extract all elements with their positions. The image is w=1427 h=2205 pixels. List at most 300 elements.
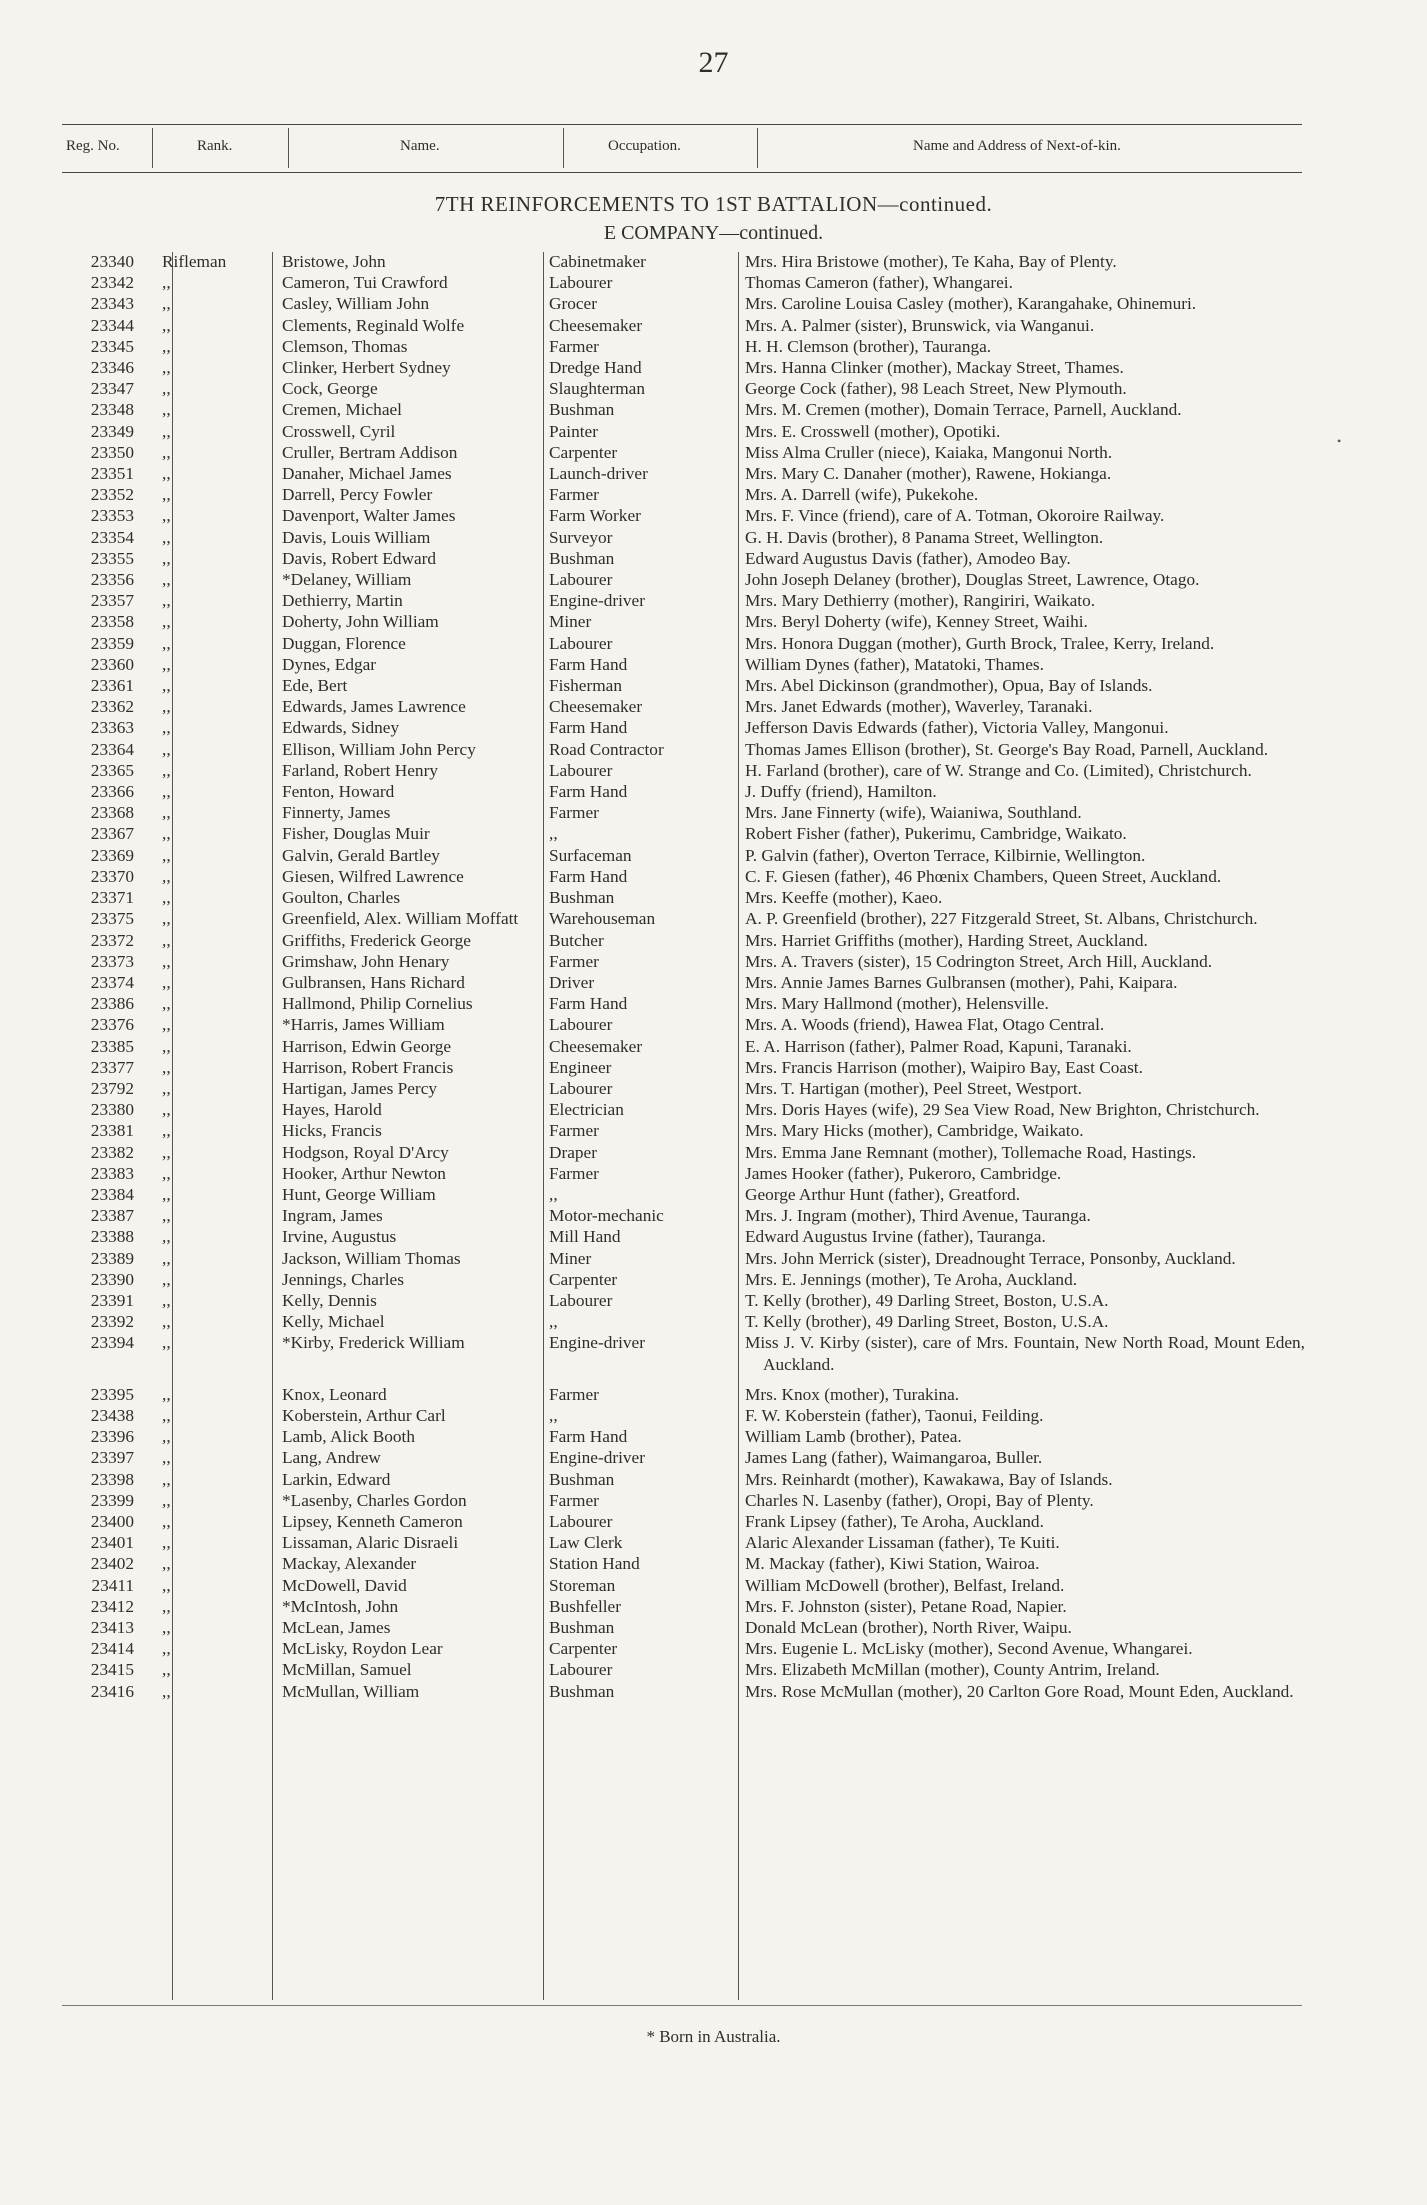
rank: ,,: [162, 1078, 171, 1098]
next-of-kin: Mrs. Mary Dethierry (mother), Rangiriri, Waikato.: [745, 591, 1096, 611]
occupation: Engine-driver: [549, 1333, 645, 1353]
occupation: Labourer: [549, 1078, 613, 1098]
reg-number: 23389: [90, 1248, 134, 1268]
soldier-name: Greenfield, Alex. William Moffatt: [282, 909, 519, 929]
soldier-name: Farland, Robert Henry: [282, 760, 438, 780]
soldier-name: Fisher, Douglas Muir: [282, 824, 430, 844]
occupation: Labourer: [549, 1511, 613, 1531]
reg-number: 23383: [90, 1163, 134, 1183]
next-of-kin: H. H. Clemson (brother), Tauranga.: [745, 336, 992, 356]
table-row: [62, 823, 1312, 844]
soldier-name: Jennings, Charles: [282, 1269, 404, 1289]
rank: ,,: [162, 1312, 171, 1332]
soldier-name: *McIntosh, John: [282, 1596, 399, 1616]
next-of-kin: Alaric Alexander Lissaman (father), Te Kuiti.: [745, 1533, 1060, 1553]
table-row: [62, 590, 1312, 611]
next-of-kin: Mrs. Keeffe (mother), Kaeo.: [745, 888, 943, 908]
next-of-kin: Mrs. A. Darrell (wife), Pukekohe.: [745, 485, 979, 505]
subsection-title: E COMPANY—continued.: [603, 222, 824, 244]
table-row: [62, 1426, 1312, 1447]
soldier-name: Kelly, Dennis: [282, 1290, 377, 1310]
next-of-kin: Mrs. Jane Finnerty (wife), Waianiwa, Southland.: [745, 803, 1082, 823]
soldier-name: Davis, Louis William: [282, 527, 431, 547]
occupation: Farm Worker: [549, 506, 641, 526]
next-of-kin: Mrs. Mary C. Danaher (mother), Rawene, Hokianga.: [745, 464, 1112, 484]
rank: ,,: [162, 1142, 171, 1162]
header-divider: [152, 128, 153, 168]
table-row: [62, 1120, 1312, 1141]
soldier-name: Crosswell, Cyril: [282, 421, 396, 441]
rank: ,,: [162, 1575, 171, 1595]
occupation: Fisherman: [549, 676, 622, 696]
table-row: [62, 378, 1312, 399]
next-of-kin: George Cock (father), 98 Leach Street, New Plymouth.: [745, 379, 1127, 399]
table-row: [62, 1099, 1312, 1120]
soldier-name: Cock, George: [282, 379, 378, 399]
soldier-name: *Kirby, Frederick William: [282, 1333, 465, 1353]
occupation: Law Clerk: [549, 1533, 623, 1553]
rank: ,,: [162, 888, 171, 908]
next-of-kin: Mrs. Reinhardt (mother), Kawakawa, Bay of Islands.: [745, 1469, 1113, 1489]
rank: ,,: [162, 273, 171, 293]
occupation: Carpenter: [549, 1639, 618, 1659]
soldier-name: Ede, Bert: [282, 676, 348, 696]
next-of-kin: Edward Augustus Davis (father), Amodeo Bay.: [745, 548, 1071, 568]
margin-tick: •: [1337, 434, 1342, 448]
occupation: Labourer: [549, 760, 613, 780]
occupation: Bushfeller: [549, 1596, 621, 1616]
table-row: [62, 421, 1312, 442]
table-row: [62, 972, 1312, 993]
next-of-kin: Mrs. Rose McMullan (mother), 20 Carlton Gore Road, Mount Eden, Auckland.: [745, 1681, 1294, 1701]
table-row: [62, 845, 1312, 866]
reg-number: 23344: [90, 315, 134, 335]
table-row: [62, 1078, 1312, 1099]
occupation: Farm Hand: [549, 994, 628, 1014]
rank: ,,: [162, 1333, 171, 1353]
soldier-name: *Delaney, William: [282, 570, 412, 590]
soldier-name: Hicks, Francis: [282, 1121, 382, 1141]
rank: ,,: [162, 1681, 171, 1701]
occupation: Road Contractor: [549, 739, 664, 759]
occupation: Surfaceman: [549, 845, 632, 865]
table-row: [62, 1638, 1312, 1659]
rank: ,,: [162, 909, 171, 929]
soldier-name: Davis, Robert Edward: [282, 548, 437, 568]
footer-rule: [62, 2005, 1302, 2006]
rank: ,,: [162, 400, 171, 420]
reg-number: 23387: [90, 1206, 134, 1226]
soldier-name: Giesen, Wilfred Lawrence: [282, 866, 464, 886]
rank: ,,: [162, 1405, 171, 1425]
next-of-kin: Mrs. John Merrick (sister), Dreadnought Terrace, Ponsonby, Auckland.: [745, 1248, 1236, 1268]
table-row: [62, 1447, 1312, 1468]
occupation: Warehouseman: [549, 909, 656, 929]
column-header-rank: Rank.: [197, 138, 233, 154]
occupation: Labourer: [549, 273, 613, 293]
reg-number: 23350: [90, 442, 134, 462]
next-of-kin: William Lamb (brother), Patea.: [745, 1427, 962, 1447]
table-row: [62, 1659, 1312, 1680]
next-of-kin: Mrs. Mary Hicks (mother), Cambridge, Waikato.: [745, 1121, 1084, 1141]
rank: ,,: [162, 485, 171, 505]
next-of-kin: James Hooker (father), Pukeroro, Cambridge.: [745, 1163, 1062, 1183]
next-of-kin: Mrs. Francis Harrison (mother), Waipiro Bay, East Coast.: [745, 1057, 1143, 1077]
table-row: [62, 1596, 1312, 1617]
table-row: [62, 399, 1312, 420]
table-row: [62, 336, 1312, 357]
occupation: Carpenter: [549, 442, 618, 462]
next-of-kin: Mrs. A. Palmer (sister), Brunswick, via Wanganui.: [745, 315, 1095, 335]
table-row: [62, 1163, 1312, 1184]
reg-number: 23364: [90, 739, 134, 759]
reg-number: 23396: [90, 1427, 134, 1447]
occupation: Engineer: [549, 1057, 612, 1077]
next-of-kin: Mrs. Beryl Doherty (wife), Kenney Street, Waihi.: [745, 612, 1088, 632]
row-gap: [62, 1375, 1312, 1384]
next-of-kin: Mrs. E. Crosswell (mother), Opotiki.: [745, 421, 1001, 441]
reg-number: 23340: [90, 252, 134, 271]
table-row: [62, 1617, 1312, 1638]
table-row: [62, 484, 1312, 505]
occupation: Slaughterman: [549, 379, 645, 399]
rank: ,,: [162, 845, 171, 865]
rank: ,,: [162, 1015, 171, 1035]
reg-number: 23390: [90, 1269, 134, 1289]
reg-number: 23377: [90, 1057, 134, 1077]
rank: ,,: [162, 527, 171, 547]
table-row: [62, 1205, 1312, 1226]
soldier-name: Darrell, Percy Fowler: [282, 485, 433, 505]
column-header-name: Name.: [400, 138, 440, 154]
table-row: [62, 1532, 1312, 1553]
rank: ,,: [162, 570, 171, 590]
header-divider: [757, 128, 758, 168]
reg-number: 23362: [90, 697, 134, 717]
next-of-kin: Miss J. V. Kirby (sister), care of Mrs. Fountain, New North Road, Mount Eden, Auckland.: [745, 1333, 1305, 1374]
occupation: ,,: [549, 1312, 558, 1332]
next-of-kin: George Arthur Hunt (father), Greatford.: [745, 1184, 1021, 1204]
occupation: ,,: [549, 1405, 558, 1425]
table-row: [62, 717, 1312, 738]
rank: ,,: [162, 1163, 171, 1183]
next-of-kin: T. Kelly (brother), 49 Darling Street, Boston, U.S.A.: [745, 1290, 1109, 1310]
next-of-kin: Mrs. Doris Hayes (wife), 29 Sea View Road, New Brighton, Christchurch.: [745, 1100, 1260, 1120]
rank: ,,: [162, 1036, 171, 1056]
table-row: [62, 315, 1312, 336]
occupation: Station Hand: [549, 1554, 640, 1574]
occupation: Labourer: [549, 1660, 613, 1680]
reg-number: 23792: [90, 1078, 134, 1098]
next-of-kin: T. Kelly (brother), 49 Darling Street, Boston, U.S.A.: [745, 1312, 1109, 1332]
soldier-name: Dethierry, Martin: [282, 591, 403, 611]
rank: ,,: [162, 379, 171, 399]
rank: ,,: [162, 1057, 171, 1077]
reg-number: 23411: [91, 1575, 134, 1595]
rank: ,,: [162, 1121, 171, 1141]
table-row: [62, 272, 1312, 293]
soldier-name: Edwards, Sidney: [282, 718, 400, 738]
table-row: [62, 251, 1312, 272]
reg-number: 23398: [90, 1469, 134, 1489]
next-of-kin: M. Mackay (father), Kiwi Station, Wairoa.: [745, 1554, 1040, 1574]
next-of-kin: J. Duffy (friend), Hamilton.: [745, 782, 937, 802]
table-row: [62, 505, 1312, 526]
next-of-kin: F. W. Koberstein (father), Taonui, Feilding.: [745, 1405, 1044, 1425]
soldier-name: McLean, James: [282, 1618, 391, 1637]
next-of-kin: Mrs. J. Ingram (mother), Third Avenue, Tauranga.: [745, 1206, 1091, 1226]
next-of-kin: Mrs. Elizabeth McMillan (mother), County Antrim, Ireland.: [745, 1660, 1160, 1680]
rank: ,,: [162, 930, 171, 950]
header-divider: [288, 128, 289, 168]
rank: Rifleman: [162, 252, 227, 271]
rank: ,,: [162, 1639, 171, 1659]
reg-number: 23416: [90, 1681, 134, 1701]
next-of-kin: Mrs. Abel Dickinson (grandmother), Opua, Bay of Islands.: [745, 676, 1153, 696]
reg-number: 23352: [90, 485, 134, 505]
table-row: [62, 993, 1312, 1014]
soldier-name: Dynes, Edgar: [282, 654, 377, 674]
reg-number: 23348: [90, 400, 134, 420]
occupation: Bushman: [549, 1469, 615, 1489]
occupation: Painter: [549, 421, 598, 441]
occupation: Miner: [549, 612, 592, 632]
occupation: Motor-mechanic: [549, 1206, 664, 1226]
reg-number: 23345: [90, 336, 134, 356]
next-of-kin: G. H. Davis (brother), 8 Panama Street, Wellington.: [745, 527, 1104, 547]
table-row: [62, 1036, 1312, 1057]
occupation: Dredge Hand: [549, 358, 642, 378]
table-row: [62, 760, 1312, 781]
next-of-kin: Mrs. T. Hartigan (mother), Peel Street, Westport.: [745, 1078, 1082, 1098]
reg-number: 23372: [90, 930, 134, 950]
next-of-kin: Thomas James Ellison (brother), St. George's Bay Road, Parnell, Auckland.: [745, 739, 1269, 759]
soldier-name: McMillan, Samuel: [282, 1660, 412, 1680]
reg-number: 23355: [90, 548, 134, 568]
occupation: Farm Hand: [549, 866, 628, 886]
reg-number: 23399: [90, 1490, 134, 1510]
soldier-name: *Lasenby, Charles Gordon: [282, 1490, 467, 1510]
reg-number: 23438: [90, 1405, 134, 1425]
reg-number: 23400: [90, 1511, 134, 1531]
soldier-name: Lissaman, Alaric Disraeli: [282, 1533, 459, 1553]
occupation: Farm Hand: [549, 718, 628, 738]
next-of-kin: Mrs. Caroline Louisa Casley (mother), Karangahake, Ohinemuri.: [745, 294, 1197, 314]
reg-number: 23368: [90, 803, 134, 823]
reg-number: 23401: [90, 1533, 134, 1553]
rank: ,,: [162, 718, 171, 738]
occupation: Farm Hand: [549, 654, 628, 674]
reg-number: 23363: [90, 718, 134, 738]
rank: ,,: [162, 633, 171, 653]
rank: ,,: [162, 1660, 171, 1680]
next-of-kin: Mrs. Knox (mother), Turakina.: [745, 1384, 960, 1404]
reg-number: 23373: [90, 951, 134, 971]
table-row: [62, 1469, 1312, 1490]
soldier-name: Knox, Leonard: [282, 1384, 387, 1404]
rank: ,,: [162, 358, 171, 378]
reg-number: 23414: [90, 1639, 134, 1659]
table-row: [62, 357, 1312, 378]
reg-number: 23388: [90, 1227, 134, 1247]
reg-number: 23346: [90, 358, 134, 378]
rank: ,,: [162, 1618, 171, 1637]
reg-number: 23361: [90, 676, 134, 696]
occupation: Cheesemaker: [549, 315, 643, 335]
soldier-name: Edwards, James Lawrence: [282, 697, 466, 717]
reg-number: 23357: [90, 591, 134, 611]
reg-number: 23349: [90, 421, 134, 441]
occupation: Farmer: [549, 1121, 599, 1141]
reg-number: 23360: [90, 654, 134, 674]
table-row: [62, 1490, 1312, 1511]
soldier-name: Ingram, James: [282, 1206, 383, 1226]
table-row: [62, 1405, 1312, 1426]
reg-number: 23359: [90, 633, 134, 653]
soldier-name: McLisky, Roydon Lear: [282, 1639, 443, 1659]
rank: ,,: [162, 1533, 171, 1553]
soldier-name: McMullan, William: [282, 1681, 420, 1701]
next-of-kin: Mrs. Annie James Barnes Gulbransen (mother), Pahi, Kaipara.: [745, 972, 1178, 992]
next-of-kin: James Lang (father), Waimangaroa, Buller.: [745, 1448, 1043, 1468]
soldier-name: Lamb, Alick Booth: [282, 1427, 415, 1447]
occupation: ,,: [549, 824, 558, 844]
soldier-name: Ellison, William John Percy: [282, 739, 476, 759]
reg-number: 23392: [90, 1312, 134, 1332]
occupation: Bushman: [549, 1681, 615, 1701]
reg-number: 23413: [90, 1618, 134, 1637]
soldier-name: Davenport, Walter James: [282, 506, 456, 526]
column-header-kin: Name and Address of Next-of-kin.: [913, 138, 1121, 154]
rank: ,,: [162, 294, 171, 314]
soldier-name: Hallmond, Philip Cornelius: [282, 994, 473, 1014]
reg-number: 23395: [90, 1384, 134, 1404]
reg-number: 23366: [90, 782, 134, 802]
soldier-name: Mackay, Alexander: [282, 1554, 417, 1574]
table-row: [62, 802, 1312, 823]
table-row: [62, 930, 1312, 951]
reg-number: 23370: [90, 866, 134, 886]
table-row: [62, 1553, 1312, 1574]
soldier-name: Jackson, William Thomas: [282, 1248, 461, 1268]
rank: ,,: [162, 972, 171, 992]
table-row: [62, 1511, 1312, 1532]
reg-number: 23386: [90, 994, 134, 1014]
next-of-kin: H. Farland (brother), care of W. Strange and Co. (Limited), Christchurch.: [745, 760, 1252, 780]
next-of-kin: William Dynes (father), Matatoki, Thames.: [745, 654, 1044, 674]
occupation: Grocer: [549, 294, 597, 314]
header-top-rule: [62, 124, 1302, 125]
occupation: Driver: [549, 972, 595, 992]
reg-number: 23358: [90, 612, 134, 632]
table-row: [62, 1575, 1312, 1596]
reg-number: 23353: [90, 506, 134, 526]
table-row: [62, 1142, 1312, 1163]
next-of-kin: Mrs. A. Woods (friend), Hawea Flat, Otago Central.: [745, 1015, 1105, 1035]
soldier-name: Harrison, Robert Francis: [282, 1057, 454, 1077]
occupation: Mill Hand: [549, 1227, 621, 1247]
reg-number: 23347: [90, 379, 134, 399]
next-of-kin: Mrs. Mary Hallmond (mother), Helensville.: [745, 994, 1049, 1014]
next-of-kin: Donald McLean (brother), North River, Waipu.: [745, 1618, 1072, 1637]
occupation: Farmer: [549, 485, 599, 505]
rank: ,,: [162, 506, 171, 526]
reg-number: 23342: [90, 273, 134, 293]
table-row: [62, 696, 1312, 717]
soldier-name: Clemson, Thomas: [282, 336, 408, 356]
soldier-name: Fenton, Howard: [282, 782, 395, 802]
next-of-kin: Frank Lipsey (father), Te Aroha, Auckland.: [745, 1511, 1044, 1531]
next-of-kin: Mrs. Hanna Clinker (mother), Mackay Street, Thames.: [745, 358, 1124, 378]
occupation: Cheesemaker: [549, 697, 643, 717]
rank: ,,: [162, 951, 171, 971]
table-row: [62, 1226, 1312, 1247]
soldier-name: Danaher, Michael James: [282, 464, 452, 484]
next-of-kin: Thomas Cameron (father), Whangarei.: [745, 273, 1013, 293]
occupation: Labourer: [549, 1290, 613, 1310]
table-row: [62, 1290, 1312, 1311]
soldier-name: Galvin, Gerald Bartley: [282, 845, 440, 865]
reg-number: 23367: [90, 824, 134, 844]
next-of-kin: Edward Augustus Irvine (father), Tauranga.: [745, 1227, 1046, 1247]
soldier-name: Harrison, Edwin George: [282, 1036, 452, 1056]
rank: ,,: [162, 442, 171, 462]
footnote: * Born in Australia.: [646, 2027, 781, 2046]
soldier-name: Irvine, Augustus: [282, 1227, 397, 1247]
soldier-name: Casley, William John: [282, 294, 430, 314]
next-of-kin: Mrs. Janet Edwards (mother), Waverley, Taranaki.: [745, 697, 1093, 717]
occupation: Farmer: [549, 336, 599, 356]
next-of-kin: Mrs. A. Travers (sister), 15 Codrington Street, Arch Hill, Auckland.: [745, 951, 1213, 971]
reg-number: 23415: [90, 1660, 134, 1680]
table-row: [62, 908, 1312, 929]
rank: ,,: [162, 697, 171, 717]
soldier-name: Goulton, Charles: [282, 888, 401, 908]
rank: ,,: [162, 1511, 171, 1531]
reg-number: 23402: [90, 1554, 134, 1574]
table-row: [62, 611, 1312, 632]
next-of-kin: Mrs. M. Cremen (mother), Domain Terrace, Parnell, Auckland.: [745, 400, 1182, 420]
occupation: Labourer: [549, 570, 613, 590]
next-of-kin: Mrs. F. Johnston (sister), Petane Road, Napier.: [745, 1596, 1067, 1616]
rank: ,,: [162, 1227, 171, 1247]
rank: ,,: [162, 612, 171, 632]
rank: ,,: [162, 1248, 171, 1268]
rank: ,,: [162, 739, 171, 759]
rank: ,,: [162, 824, 171, 844]
rank: ,,: [162, 1184, 171, 1204]
rank: ,,: [162, 866, 171, 886]
reg-number: 23376: [90, 1015, 134, 1035]
occupation: Bushman: [549, 1618, 615, 1637]
occupation: Cabinetmaker: [549, 252, 646, 271]
table-row: [62, 1248, 1312, 1269]
table-row: [62, 442, 1312, 463]
table-row: [62, 548, 1312, 569]
soldier-name: McDowell, David: [282, 1575, 407, 1595]
rank: ,,: [162, 994, 171, 1014]
rank: ,,: [162, 336, 171, 356]
rank: ,,: [162, 654, 171, 674]
soldier-name: Koberstein, Arthur Carl: [282, 1405, 446, 1425]
table-row: [62, 951, 1312, 972]
reg-number: 23369: [90, 845, 134, 865]
soldier-name: Duggan, Florence: [282, 633, 406, 653]
reg-number: 23375: [90, 909, 134, 929]
soldier-name: Clements, Reginald Wolfe: [282, 315, 465, 335]
reg-number: 23354: [90, 527, 134, 547]
next-of-kin: Miss Alma Cruller (niece), Kaiaka, Mangonui North.: [745, 442, 1113, 462]
